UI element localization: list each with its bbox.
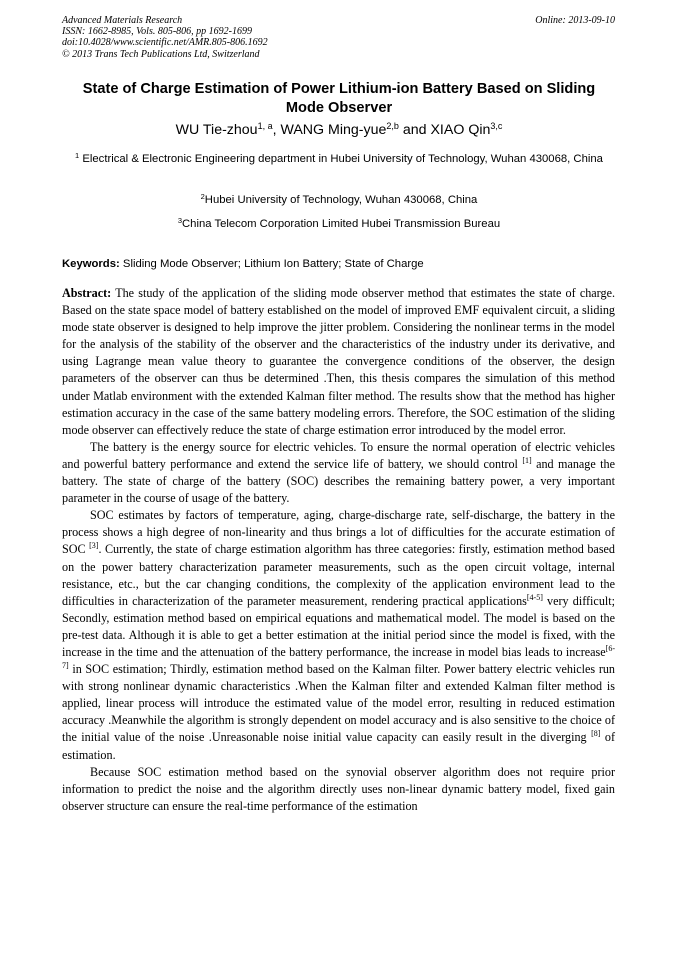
- affiliation: [62, 216, 616, 233]
- paragraph: [62, 764, 615, 815]
- author-name: XIAO Qin: [430, 122, 491, 138]
- affiliation-mark: 2: [200, 192, 205, 201]
- author-name: WU Tie-zhou: [175, 122, 258, 138]
- journal-header: [62, 15, 268, 60]
- body-text: [62, 285, 615, 815]
- keywords: [62, 256, 616, 272]
- doi-line: doi:10.4028/www.scientific.net/AMR.805-806.1692: [62, 37, 268, 49]
- abstract-text: The study of the application of the sliding mode observer method that estimates the state of charge. Based on the state space model of battery established on the model of improved EMF equivalent circuit, a sliding mode state observer is designed to help improve the jitter problem. Considering the nonlinear terms in the model for the analysis of the stability of the observer and the characteristics of the industry under its derivative, and using Lagrange mean value theory to guarantee the convergence conditions of the observer, the design parameters of the observer can thus be determined .Then, this thesis compares the simulation of this method under Matlab environment with the extended Kalman filter method. The results show that the method has higher estimation accuracy in the case of the same battery modeling errors. Therefore, the SOC estimation of the sliding mode observer can effectively reduce the state of charge estimation error introduced by the model error.: [62, 286, 615, 437]
- citation-ref: [6-7]: [62, 643, 615, 671]
- online-date: Online: 2013-09-10: [535, 15, 615, 26]
- affiliation-mark: 1: [75, 151, 80, 160]
- citation-ref: [8]: [591, 729, 601, 739]
- author-affiliation-mark: 1, a: [257, 121, 273, 131]
- citation-ref: [4-5]: [526, 592, 543, 602]
- paragraph-text: very difficult; Secondly, estimation method based on empirical equations and mathematical model. The model is based on the pre-test data. Although it is able to get a better estimation at the initial period since the model is fixed, with the increase in the time and the attenuation of the battery performance, the increase in model bias leads to increase: [62, 593, 616, 659]
- paragraph-text: of estimation.: [62, 730, 615, 762]
- paragraph-text: SOC estimates by factors of temperature, aging, charge-discharge rate, self-discharge, the battery in the process shows a high degree of non-linearity and thus brings a lot of difficulties for the accurate estimation of SOC: [62, 508, 615, 557]
- affiliation: [62, 192, 616, 209]
- paragraph-text: . Currently, the state of charge estimation algorithm has three categories: firstly, estimation method based on the power battery characterization parameter measurements, such as the open circuit voltage, internal resistance, etc., but the car changing conditions, the complexity of the application environment lead to the difficulties in characterization of the parameter measurement, rendering practical applications: [62, 542, 615, 608]
- citation-ref: [1]: [522, 455, 532, 465]
- paragraph: [62, 507, 615, 763]
- paragraph-text: in SOC estimation; Thirdly, estimation method based on the Kalman filter. Power battery electric vehicles run with strong nonlinear dynamic characteristics .When the Kalman filter and extended Kalman filter method is applied, linear process will introduce the estimated value of the model error, resulting in reduced estimation accuracy .Meanwhile the algorithm is strongly dependent on model accuracy and is also sensitive to the choice of the initial value of the noise .Unreasonable noise initial value capacity can easily result in the diverging: [62, 662, 615, 745]
- paragraph: [62, 439, 615, 507]
- journal-name: Advanced Materials Research: [62, 15, 183, 26]
- keywords-label: Keywords:: [62, 258, 120, 270]
- citation-ref: [3]: [89, 541, 99, 551]
- keywords-text: Sliding Mode Observer; Lithium Ion Battery; State of Charge: [119, 258, 424, 270]
- copyright-line: © 2013 Trans Tech Publications Ltd, Switzerland: [62, 48, 260, 60]
- paragraph-text: and manage the battery. The state of charge of the battery (SOC) describes the remaining battery power, a very important parameter in the course of usage of the battery.: [62, 456, 615, 506]
- affiliation: [62, 151, 616, 168]
- affiliation-text: Hubei University of Technology, Wuhan 430068, China: [204, 194, 478, 206]
- author-name: WANG Ming-yue: [280, 122, 387, 138]
- author-list: [62, 121, 616, 139]
- author-affiliation-mark: 2,b: [386, 121, 399, 131]
- paragraph-text: Because SOC estimation method based on the synovial observer algorithm does not require prior information to predict the noise and the algorithm directly uses non-linear dynamic battery model, fixed gain observer structure can ensure the real-time performance of the estimation: [62, 764, 615, 813]
- author-separator: and: [398, 122, 431, 138]
- affiliation-mark: 3: [177, 216, 182, 225]
- paper-title: State of Charge Estimation of Power Lithium-ion Battery Based on Sliding Mode Observer: [82, 81, 596, 116]
- abstract-label: Abstract:: [62, 286, 112, 300]
- paragraph-text: The battery is the energy source for electric vehicles. To ensure the normal operation of electric vehicles and powerful battery performance and extend the service life of battery, we should control: [62, 439, 615, 471]
- author-separator: ,: [272, 122, 281, 138]
- affiliation-text: China Telecom Corporation Limited Hubei Transmission Bureau: [182, 218, 501, 230]
- issn-line: ISSN: 1662-8985, Vols. 805-806, pp 1692-1699: [62, 26, 252, 38]
- author-affiliation-mark: 3,c: [490, 121, 503, 131]
- abstract: [62, 285, 615, 439]
- affiliation-text: Electrical & Electronic Engineering department in Hubei University of Technology, Wuhan 430068, China: [79, 153, 603, 165]
